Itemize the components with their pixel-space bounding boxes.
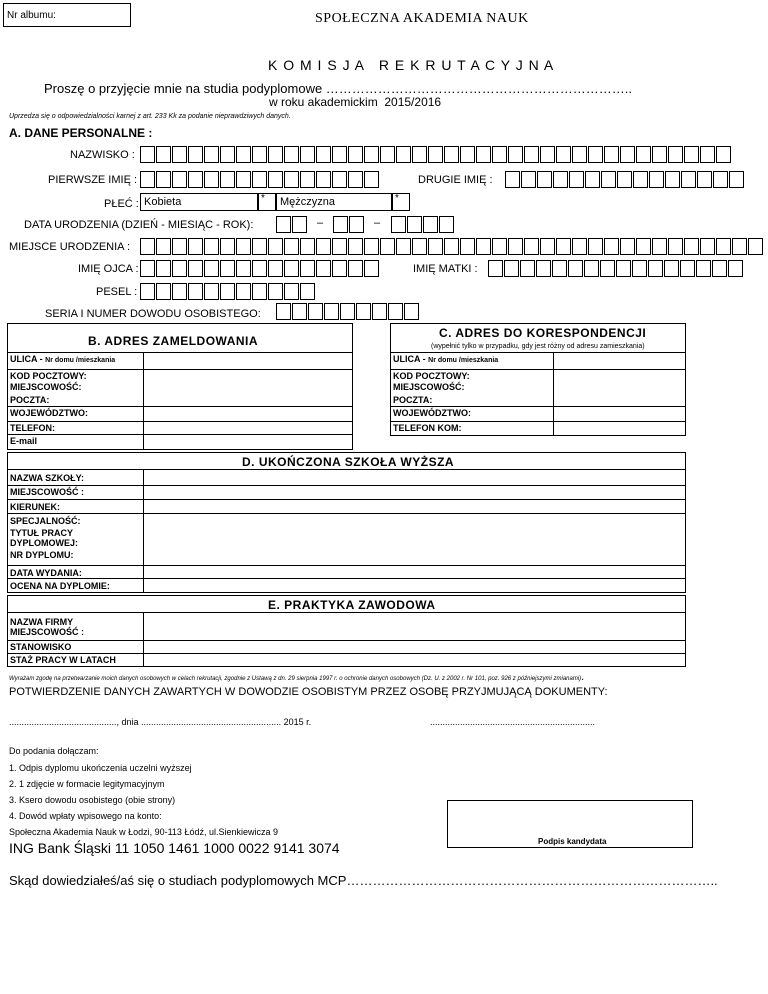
surname-input[interactable] [140,146,732,163]
first-name-input[interactable] [140,171,380,188]
char-cell[interactable] [540,238,555,255]
char-cell[interactable] [633,171,648,188]
char-cell[interactable] [188,171,203,188]
sex-male-check[interactable] [392,193,410,211]
sex-female-box[interactable] [140,193,258,211]
mother-name-label: IMIĘ MATKI : [413,263,478,275]
char-cell[interactable] [284,283,299,300]
char-cell[interactable] [348,260,363,277]
char-cell[interactable] [680,260,695,277]
album-number-label: Nr albumu: [7,10,56,21]
d-grade-row[interactable] [8,578,685,593]
char-cell[interactable] [316,238,331,255]
char-cell[interactable] [697,171,712,188]
char-cell[interactable] [652,146,667,163]
char-cell[interactable] [252,171,267,188]
char-cell[interactable] [492,238,507,255]
birth-day-input[interactable] [276,216,308,233]
char-cell[interactable] [349,216,364,233]
attachment-2: 2. 1 zdjęcie w formacie legitymacyjnym [9,779,165,789]
char-cell[interactable] [220,171,235,188]
char-cell[interactable] [521,171,536,188]
char-cell[interactable] [204,171,219,188]
char-cell[interactable] [276,216,291,233]
char-cell[interactable] [276,303,291,320]
d-city-row[interactable] [8,485,685,499]
birth-date-label: DATA URODZENIA (DZIEŃ - MIESIĄC - ROK): [24,219,254,231]
char-cell[interactable] [284,146,299,163]
source-question[interactable]: Skąd dowiedziałeś/aś się o studiach podyplomowych MCP………………………………………………………………………….. [9,873,718,888]
d-thesis-label: TYTUŁ PRACY DYPLOMOWEJ: [10,528,79,548]
d-school-row[interactable] [8,469,685,485]
char-cell[interactable] [252,260,267,277]
b-post-row[interactable] [8,394,352,406]
char-cell[interactable] [668,238,683,255]
char-cell[interactable] [524,146,539,163]
char-cell[interactable] [372,303,387,320]
d-school-label: NAZWA SZKOŁY: [10,473,84,483]
c-street-label: ULICA - [393,354,429,364]
char-cell[interactable] [156,146,171,163]
char-cell[interactable] [700,238,715,255]
e-company-label: NAZWA FIRMY [10,617,74,627]
c-city-row[interactable] [391,381,685,393]
char-cell[interactable] [140,260,155,277]
char-cell[interactable] [588,238,603,255]
char-cell[interactable] [620,238,635,255]
birth-place-label: MIEJSCE URODZENIA : [9,241,131,253]
char-cell[interactable] [492,146,507,163]
char-cell[interactable] [236,260,251,277]
b-post-label: POCZTA: [10,395,50,405]
char-cell[interactable] [268,260,283,277]
b-street-label: ULICA - [10,354,46,364]
consent-period: . [581,671,585,683]
d-grade-label: OCENA NA DYPLOMIE: [10,581,110,591]
char-cell[interactable] [220,238,235,255]
d-city-label: MIEJSCOWOŚĆ : [10,487,85,497]
char-cell[interactable] [300,260,315,277]
char-cell[interactable] [300,238,315,255]
char-cell[interactable] [520,260,535,277]
char-cell[interactable] [156,238,171,255]
char-cell[interactable] [316,171,331,188]
char-cell[interactable] [636,238,651,255]
char-cell[interactable] [188,146,203,163]
char-cell[interactable] [636,146,651,163]
sex-male-box[interactable] [276,193,392,211]
char-cell[interactable] [505,171,520,188]
char-cell[interactable] [569,171,584,188]
date-dash-2: – [374,217,381,229]
char-cell[interactable] [553,171,568,188]
confirmation-heading: POTWIERDZENIE DANYCH ZAWARTYCH W DOWODZIE OSOBISTYM PRZEZ OSOBĘ PRZYJMUJĄCĄ DOKUMENTY: [9,686,608,698]
char-cell[interactable] [748,238,763,255]
c-postal-label: KOD POCZTOWY: [393,371,470,381]
char-cell[interactable] [460,146,475,163]
char-cell[interactable] [412,146,427,163]
b-city-label: MIEJSCOWOŚĆ: [10,382,82,392]
char-cell[interactable] [332,171,347,188]
char-cell[interactable] [188,283,203,300]
liability-warning: Uprzedza się o odpowiedzialności karnej z art. 233 Kk za podanie nieprawdziwych danych. [9,113,291,120]
char-cell[interactable] [204,283,219,300]
char-cell[interactable] [412,238,427,255]
section-c-title: C. ADRES DO KORESPONDENCJI [439,326,647,340]
char-cell[interactable] [684,146,699,163]
char-cell[interactable] [508,238,523,255]
char-cell[interactable] [428,146,443,163]
char-cell[interactable] [172,146,187,163]
surname-label: NAZWISKO : [70,149,135,161]
char-cell[interactable] [292,303,307,320]
second-name-input[interactable] [505,171,745,188]
char-cell[interactable] [364,260,379,277]
e-city-row[interactable] [8,626,685,638]
char-cell[interactable] [156,260,171,277]
char-cell[interactable] [476,238,491,255]
char-cell[interactable] [572,238,587,255]
candidate-signature-box[interactable] [447,800,693,848]
char-cell[interactable] [204,238,219,255]
char-cell[interactable] [300,146,315,163]
birth-year-input[interactable] [391,216,455,233]
academy-address: Społeczna Akademia Nauk w Łodzi, 90-113 Łódź, ul.Sienkiewicza 9 [9,827,278,837]
char-cell[interactable] [391,216,406,233]
char-cell[interactable] [156,171,171,188]
char-cell[interactable] [236,283,251,300]
char-cell[interactable] [649,171,664,188]
album-number-box[interactable] [3,3,131,27]
consent-note [9,671,584,683]
request-line: Proszę o przyjęcie mnie na studia podyplomowe …………………………………………………………….. [44,81,633,96]
section-e-work-experience [7,595,686,667]
d-specialty-label: SPECJALNOŚĆ: [10,516,81,526]
section-d-title: D. UKOŃCZONA SZKOŁA WYŻSZA [242,455,455,469]
char-cell[interactable] [220,260,235,277]
section-b-title: B. ADRES ZAMELDOWANIA [88,334,259,348]
char-cell[interactable] [300,171,315,188]
char-cell[interactable] [188,260,203,277]
char-cell[interactable] [308,303,323,320]
d-diploma-label: NR DYPLOMU: [10,550,74,560]
char-cell[interactable] [552,260,567,277]
candidate-signature-label: Podpis kandydata [538,837,607,846]
char-cell[interactable] [712,260,727,277]
char-cell[interactable] [620,146,635,163]
attachment-3: 3. Ksero dowodu osobistego (obie strony) [9,795,176,805]
sex-female-label: Kobieta [144,196,182,208]
char-cell[interactable] [616,260,631,277]
char-cell[interactable] [140,238,155,255]
section-c-note: (wypełnić tylko w przypadku, gdy jest różny od adresu zamieszkania) [431,343,645,350]
date-line[interactable]: ..........................................., dnia ........................................................ 2015 r. [9,717,312,727]
char-cell[interactable] [665,171,680,188]
b-email-label: E-mail [10,436,38,446]
d-specialty-row[interactable] [8,513,685,527]
char-cell[interactable] [252,283,267,300]
char-cell[interactable] [396,238,411,255]
c-post-row[interactable] [391,394,685,406]
date-dash-1: – [317,217,324,229]
char-cell[interactable] [601,171,616,188]
id-number-label: SERIA I NUMER DOWODU OSOBISTEGO: [45,308,261,320]
char-cell[interactable] [696,260,711,277]
char-cell[interactable] [220,146,235,163]
father-name-input[interactable] [140,260,380,277]
d-issue-date-row[interactable] [8,565,685,578]
char-cell[interactable] [404,303,419,320]
attachment-4: 4. Dowód wpłaty wpisowego na konto: [9,811,162,821]
b-city-row[interactable] [8,381,352,393]
attachment-1: 1. Odpis dyplomu ukończenia uczelni wyższej [9,763,192,773]
char-cell[interactable] [284,238,299,255]
char-cell[interactable] [423,216,438,233]
char-cell[interactable] [536,260,551,277]
char-cell[interactable] [407,216,422,233]
char-cell[interactable] [632,260,647,277]
b-region-row[interactable] [8,406,352,419]
char-cell[interactable] [236,146,251,163]
char-cell[interactable] [236,238,251,255]
char-cell[interactable] [664,260,679,277]
char-cell[interactable] [396,146,411,163]
char-cell[interactable] [324,303,339,320]
char-cell[interactable] [460,238,475,255]
id-number-input[interactable] [276,303,420,320]
char-cell[interactable] [732,238,747,255]
e-position-label: STANOWISKO [10,642,72,652]
section-d-university [7,452,686,593]
char-cell[interactable] [300,283,315,300]
char-cell[interactable] [652,238,667,255]
char-cell[interactable] [316,260,331,277]
e-position-row[interactable] [8,640,685,653]
commission-title: K O M I S J A R E K R U T A C Y J N A [268,57,555,73]
d-field-row[interactable] [8,499,685,513]
c-city-label: MIEJSCOWOŚĆ: [393,382,465,392]
char-cell[interactable] [172,238,187,255]
char-cell[interactable] [204,260,219,277]
c-street-small: Nr domu /mieszkania [428,357,499,364]
char-cell[interactable] [333,216,348,233]
char-cell[interactable] [364,171,379,188]
c-region-label: WOJEWÓDZTWO: [393,408,471,418]
char-cell[interactable] [268,146,283,163]
char-cell[interactable] [332,238,347,255]
birth-month-input[interactable] [333,216,365,233]
e-seniority-label: STAŻ PRACY W LATACH [10,655,116,665]
bank-account: ING Bank Śląski 11 1050 1461 1000 0022 9141 3074 [9,840,340,856]
char-cell[interactable] [348,171,363,188]
char-cell[interactable] [508,146,523,163]
section-a-title: A. DANE PERSONALNE : [9,126,153,140]
char-cell[interactable] [568,260,583,277]
char-cell[interactable] [388,303,403,320]
second-name-label: DRUGIE IMIĘ : [418,174,493,186]
b-street-row[interactable] [8,352,352,367]
attachments-title: Do podania dołączam: [9,746,99,756]
char-cell[interactable] [428,238,443,255]
c-mobile-label: TELEFON KOM: [393,423,462,433]
char-cell[interactable] [292,216,307,233]
char-cell[interactable] [172,283,187,300]
d-issue-date-label: DATA WYDANIA: [10,568,82,578]
char-cell[interactable] [713,171,728,188]
char-cell[interactable] [728,260,743,277]
char-cell[interactable] [236,171,251,188]
char-cell[interactable] [444,238,459,255]
section-e-title: E. PRAKTYKA ZAWODOWA [268,598,436,612]
char-cell[interactable] [284,260,299,277]
sex-label: PŁEĆ : [104,198,139,210]
char-cell[interactable] [556,146,571,163]
char-cell[interactable] [284,171,299,188]
b-phone-row[interactable] [8,421,352,434]
char-cell[interactable] [729,171,744,188]
char-cell[interactable] [332,146,347,163]
char-cell[interactable] [572,146,587,163]
char-cell[interactable] [444,146,459,163]
char-cell[interactable] [439,216,454,233]
char-cell[interactable] [252,146,267,163]
pesel-input[interactable] [140,283,316,300]
char-cell[interactable] [540,146,555,163]
char-cell[interactable] [356,303,371,320]
char-cell[interactable] [268,283,283,300]
char-cell[interactable] [524,238,539,255]
pesel-label: PESEL : [96,286,138,298]
c-street-row[interactable] [391,352,685,369]
c-region-row[interactable] [391,406,685,419]
char-cell[interactable] [380,146,395,163]
b-email-row[interactable] [8,434,352,447]
char-cell[interactable] [488,260,503,277]
char-cell[interactable] [140,171,155,188]
char-cell[interactable] [364,238,379,255]
b-region-label: WOJEWÓDZTWO: [10,408,88,418]
char-cell[interactable] [668,146,683,163]
char-cell[interactable] [268,238,283,255]
birth-place-input[interactable] [140,238,764,255]
char-cell[interactable] [188,238,203,255]
first-name-label: PIERWSZE IMIĘ : [48,174,138,186]
char-cell[interactable] [604,146,619,163]
d-field-label: KIERUNEK: [10,502,61,512]
char-cell[interactable] [364,146,379,163]
e-seniority-row[interactable] [8,653,685,667]
b-postal-label: KOD POCZTOWY: [10,371,87,381]
char-cell[interactable] [172,171,187,188]
char-cell[interactable] [204,146,219,163]
char-cell[interactable] [556,238,571,255]
mother-name-input[interactable] [488,260,744,277]
char-cell[interactable] [604,238,619,255]
char-cell[interactable] [684,238,699,255]
academic-year-line: w roku akademickim 2015/2016 [269,95,442,109]
char-cell[interactable] [268,171,283,188]
academy-title: SPOŁECZNA AKADEMIA NAUK [315,11,529,26]
e-company-row[interactable] [8,612,685,626]
b-street-small: Nr domu /mieszkania [45,357,116,364]
char-cell[interactable] [617,171,632,188]
char-cell[interactable] [585,171,600,188]
char-cell[interactable] [600,260,615,277]
char-cell[interactable] [537,171,552,188]
char-cell[interactable] [588,146,603,163]
sex-female-check[interactable] [258,193,276,211]
char-cell[interactable] [584,260,599,277]
char-cell[interactable] [380,238,395,255]
char-cell[interactable] [348,238,363,255]
char-cell[interactable] [140,283,155,300]
section-b-registered-address [7,323,353,450]
char-cell[interactable] [648,260,663,277]
char-cell[interactable] [316,146,331,163]
char-cell[interactable] [332,260,347,277]
char-cell[interactable] [220,283,235,300]
char-cell[interactable] [172,260,187,277]
char-cell[interactable] [348,146,363,163]
female-asterisk: * [261,193,265,204]
consent-text: Wyrażam zgodę na przetwarzanie moich danych osobowych w celach rekrutacji, zgodnie z Ustawą z dn. 29 sierpnia 1997 r. o ochronie danych osobowych (Dz. U. z 2002 r. Nr 101, poz. 926 z późniejszymi zmianami) [9,676,582,682]
char-cell[interactable] [140,146,155,163]
d-diploma-row[interactable] [8,549,685,563]
b-phone-label: TELEFON: [10,423,55,433]
char-cell[interactable] [476,146,491,163]
c-post-label: POCZTA: [393,395,433,405]
male-asterisk: * [395,193,399,204]
e-city-label: MIEJSCOWOŚĆ : [10,627,85,637]
char-cell[interactable] [716,146,731,163]
c-mobile-row[interactable] [391,421,685,434]
section-c-correspondence-address [390,323,686,436]
char-cell[interactable] [340,303,355,320]
receiver-signature-line[interactable]: .................................................................. [430,717,596,727]
char-cell[interactable] [504,260,519,277]
father-name-label: IMIĘ OJCA : [78,263,139,275]
char-cell[interactable] [252,238,267,255]
char-cell[interactable] [716,238,731,255]
char-cell[interactable] [700,146,715,163]
char-cell[interactable] [681,171,696,188]
char-cell[interactable] [156,283,171,300]
sex-male-label: Mężczyzna [280,196,336,208]
